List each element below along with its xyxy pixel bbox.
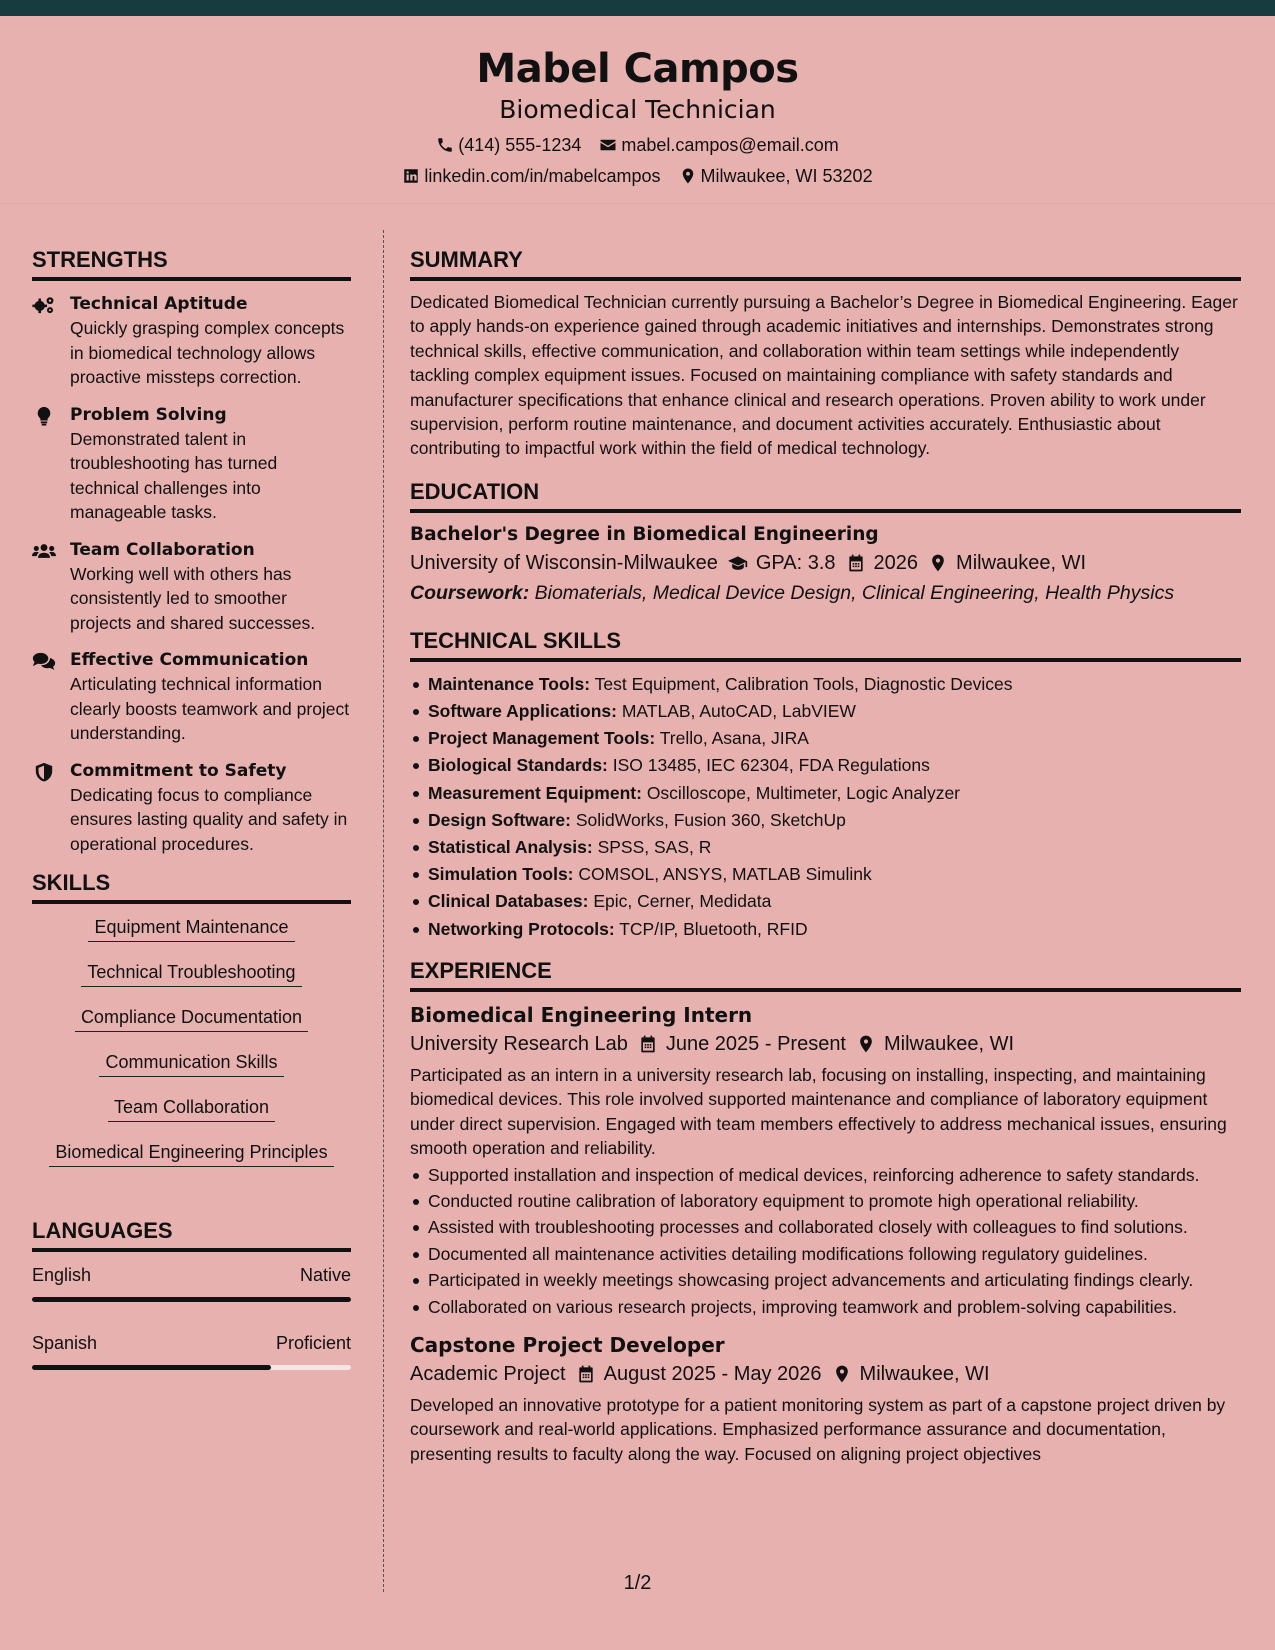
resume-header [0,16,1275,204]
summary-text: Dedicated Biomedical Technician currently pursuing a Bachelor’s Degree in Biomedical Engineering. Eager to apply hands-on experience gained through academic initiatives and internships. Demonstrates strong technical skills, effective communication, and collaboration within team settings while independently tackling complex equipment issues. Focused on maintaining compliance with safety standards and manufacturer specifications that enhance clinical and research operations. Proven ability to work under supervision, perform routine maintenance, and document activities accurately. Enthusiastic about contributing to impactful work within the field of medical technology. [410,292,1238,459]
strength-item [32,648,351,746]
gears-icon [32,295,56,315]
strength-item [32,759,351,857]
job-meta [410,1359,1241,1389]
strength-desc: Demonstrated talent in troubleshooting has turned technical challenges into manageable tasks. [70,428,278,522]
skill-category: Statistical Analysis: [428,837,593,858]
list-item [410,752,1241,779]
gpa-text: GPA: 3.8 [755,551,836,574]
skill-category: Clinical Databases: [428,891,589,912]
job-location: Milwaukee, WI [884,1032,1015,1055]
list-item [410,861,1241,888]
language-name: Spanish [32,1333,98,1353]
strength-item [32,538,351,636]
contact-line-2 [0,164,1275,188]
calendar-icon [576,1364,596,1384]
strength-name: Team Collaboration [70,539,255,560]
skill-category: Simulation Tools: [428,864,574,885]
phone-contact [436,133,581,157]
coursework-line [410,578,1241,608]
language-bar-fill [32,1365,271,1370]
coursework-text: Biomaterials, Medical Device Design, Clinical Engineering, Health Physics [534,581,1175,604]
calendar-icon [638,1034,658,1054]
skill-tag: Team Collaboration [108,1095,275,1122]
comments-icon [32,651,56,671]
job-org: Academic Project [410,1362,566,1385]
job-title: Biomedical Engineering Intern [410,1002,753,1027]
skill-values: ISO 13485, IEC 62304, FDA Regulations [612,755,930,776]
list-item: Supported installation and inspection of medical devices, reinforcing adherence to safety standards. [410,1163,1241,1187]
school-name: University of Wisconsin-Milwaukee [410,551,718,574]
strength-desc: Articulating technical information clearly boosts teamwork and project understanding. [70,674,350,743]
strengths-heading: STRENGTHS [32,246,351,281]
language-bar [32,1297,351,1302]
linkedin-contact[interactable] [402,164,660,188]
degree-title: Bachelor's Degree in Biomedical Engineering [410,523,879,545]
skill-values: Trello, Asana, JIRA [659,728,809,749]
strength-desc: Working well with others has consistently led to smoother projects and shared successes. [70,563,316,633]
technical-skills-heading: TECHNICAL SKILLS [410,627,1241,662]
skill-category: Measurement Equipment: [428,782,642,803]
technical-skills-list [410,671,1241,943]
language-item [32,1331,351,1370]
skill-values: Oscilloscope, Multimeter, Logic Analyzer [646,782,961,803]
strength-item [32,292,351,390]
skill-values: SolidWorks, Fusion 360, SketchUp [575,809,846,830]
skill-tag: Biomedical Engineering Principles [49,1140,333,1167]
list-item [410,698,1241,725]
languages-heading: LANGUAGES [32,1217,351,1252]
skills-heading: SKILLS [32,869,351,904]
list-item: Conducted routine calibration of laboratory equipment to promote high operational reliability. [410,1189,1241,1213]
list-item [410,834,1241,861]
skill-tag: Compliance Documentation [75,1005,308,1032]
job-description: Participated as an intern in a university research lab, focusing on installing, inspecting, and maintaining biomedical devices. This role involved supported maintenance and compliance of laboratory equipment under direct supervision. Engaged with team members effectively to address mechanical issues, ensuring smooth operation and reliability. [410,1064,1227,1159]
skill-category: Biological Standards: [428,755,608,776]
skills-list [32,915,351,1185]
skill-category: Project Management Tools: [428,728,656,749]
linkedin-text[interactable]: linkedin.com/in/mabelcampos [424,166,661,186]
skill-category: Maintenance Tools: [428,673,591,694]
language-level: Proficient [275,1333,351,1353]
skill-values: MATLAB, AutoCAD, LabVIEW [621,701,856,722]
strength-desc: Quickly grasping complex concepts in biomedical technology allows proactive missteps correction. [70,318,345,387]
linkedin-icon [402,167,420,185]
strength-name: Problem Solving [70,404,227,425]
page-number: 1/2 [623,1572,652,1594]
list-item: Collaborated on various research projects, improving teamwork and problem-solving capabilities. [410,1295,1241,1319]
shield-icon [32,762,56,782]
education-location: Milwaukee, WI [956,551,1087,574]
language-item [32,1263,351,1302]
education-heading: EDUCATION [410,478,1241,513]
skill-category: Design Software: [428,809,571,830]
location-text: Milwaukee, WI 53202 [700,166,873,186]
calendar-icon [846,553,866,573]
education-meta [410,548,1241,578]
skill-values: SPSS, SAS, R [597,837,712,858]
skill-tag: Communication Skills [99,1050,283,1077]
language-bar-fill [32,1297,351,1302]
envelope-icon [599,136,617,154]
users-icon [32,541,56,561]
strength-name: Effective Communication [70,650,309,670]
email-contact[interactable] [599,133,838,157]
list-item [410,807,1241,834]
experience-heading: EXPERIENCE [410,957,1241,992]
language-name: English [32,1265,92,1285]
top-accent-bar [0,0,1275,16]
map-pin-icon [832,1364,852,1384]
strength-item [32,403,351,525]
language-bar [32,1365,351,1370]
job-entry [410,1001,1241,1319]
map-pin-icon [928,553,948,573]
skill-category: Networking Protocols: [428,918,615,939]
job-dates: June 2025 - Present [665,1032,846,1055]
job-bullets [410,1163,1241,1319]
list-item: Participated in weekly meetings showcasing project advancements and articulating findings clearly. [410,1268,1241,1292]
skill-values: Epic, Cerner, Medidata [593,891,772,912]
strength-name: Commitment to Safety [70,760,287,781]
skill-tag: Technical Troubleshooting [81,960,301,987]
coursework-label: Coursework: [410,581,530,604]
contact-line-1 [0,133,1275,157]
job-location: Milwaukee, WI [859,1362,990,1385]
candidate-title: Biomedical Technician [499,95,776,124]
job-org: University Research Lab [410,1032,628,1055]
skill-values: COMSOL, ANSYS, MATLAB Simulink [578,864,872,885]
skill-values: TCP/IP, Bluetooth, RFID [619,918,808,939]
phone-text: (414) 555-1234 [458,135,582,155]
list-item [410,725,1241,752]
lightbulb-icon [32,406,56,426]
language-level: Native [299,1265,351,1285]
job-description: Developed an innovative prototype for a patient monitoring system as part of a capstone project driven by coursework and real-world applications. Emphasized performance assurance and documentation, presenting results to faculty along the way. Focused on aligning project objectives [410,1394,1226,1464]
summary-heading: SUMMARY [410,246,1241,281]
graduation-year: 2026 [873,551,919,574]
skill-category: Software Applications: [428,701,617,722]
job-meta [410,1029,1241,1059]
strength-name: Technical Aptitude [70,294,248,314]
map-pin-icon [856,1034,876,1054]
job-entry [410,1331,1241,1466]
list-item [410,780,1241,807]
skill-tag: Equipment Maintenance [88,915,294,942]
job-dates: August 2025 - May 2026 [603,1362,822,1385]
strength-desc: Dedicating focus to compliance ensures lasting quality and safety in operational procedures. [70,784,348,854]
map-pin-icon [679,167,697,185]
left-column [32,246,351,1370]
list-item [410,916,1241,943]
phone-icon [436,136,454,154]
candidate-name: Mabel Campos [476,46,799,92]
email-text[interactable]: mabel.campos@email.com [621,135,839,155]
job-title: Capstone Project Developer [410,1332,725,1357]
right-column [410,246,1241,1466]
column-divider [383,230,384,1592]
list-item: Assisted with troubleshooting processes and collaborated closely with colleagues to find solutions. [410,1215,1241,1239]
list-item [410,671,1241,698]
skill-values: Test Equipment, Calibration Tools, Diagnostic Devices [594,673,1013,694]
graduation-cap-icon [728,553,748,573]
location-contact [679,164,873,188]
list-item: Documented all maintenance activities detailing modifications following regulatory guidelines. [410,1242,1241,1266]
list-item [410,888,1241,915]
